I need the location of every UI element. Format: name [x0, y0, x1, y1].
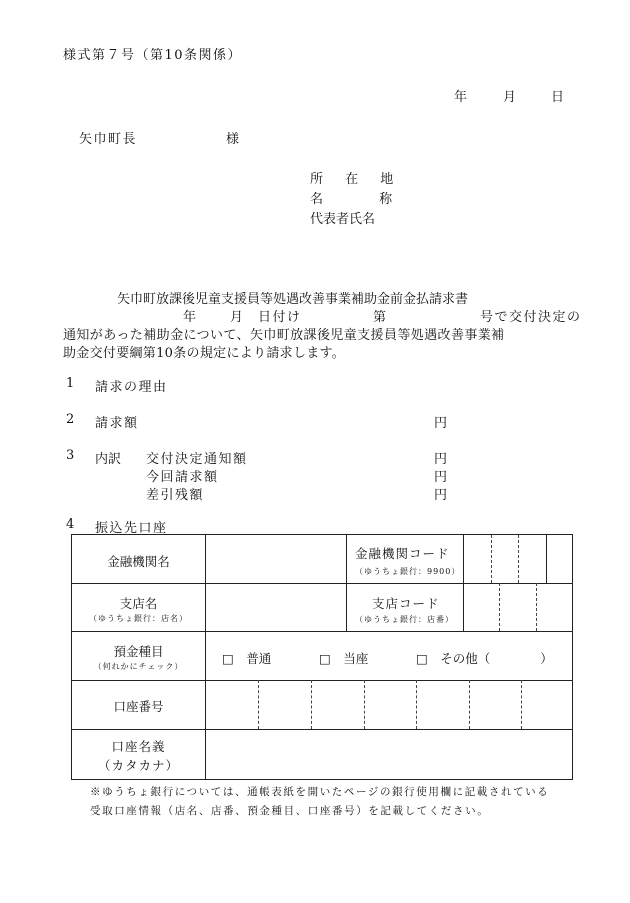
item-1-label: 請求の理由 — [95, 380, 168, 395]
account-holder-field[interactable] — [213, 735, 565, 773]
row-divider — [72, 729, 572, 730]
footnote-line-1: ※ゆうちょ銀行については、通帳表紙を開いたページの銀行使用欄に記載されている — [90, 786, 550, 798]
item-4-label: 振込先口座 — [95, 521, 168, 536]
applicant-rep-label: 代表者氏名 — [310, 212, 376, 227]
body-year: 年 — [183, 310, 197, 325]
deposit-type-label: 預金種目 — [113, 644, 164, 659]
label-column-divider — [205, 535, 206, 779]
body-day: 日付け — [258, 310, 302, 325]
item-3-sub-3-unit: 円 — [434, 488, 448, 503]
row-divider — [72, 583, 572, 584]
row-divider — [72, 680, 572, 681]
bank-name-label: 金融機関名 — [107, 554, 170, 569]
account-holder-label: 口座名義 — [111, 739, 166, 754]
bank-code-box-divider — [463, 535, 464, 583]
body-month: 月 — [230, 310, 244, 325]
item-2-unit: 円 — [434, 416, 448, 431]
branch-code-note: （ゆうちょ銀行：店番） — [355, 615, 454, 624]
item-3-sub-3-label: 差引残額 — [146, 488, 205, 503]
date-month: 月 — [503, 90, 517, 105]
addressee-name: 矢巾町長 — [79, 132, 138, 147]
bank-code-label: 金融機関コード — [355, 546, 450, 561]
branch-code-field[interactable] — [467, 587, 567, 627]
body-line1-end: 号で交付決定の — [480, 310, 582, 325]
item-4-number: 4 — [66, 517, 75, 532]
bank-account-table — [71, 534, 573, 780]
account-number-label: 口座番号 — [113, 699, 164, 714]
branch-name-label: 支店名 — [119, 596, 158, 611]
account-number-field[interactable] — [209, 684, 569, 725]
deposit-type-note: （何れかにチェック） — [93, 662, 184, 671]
body-line3: 助金交付要綱第10条の規定により請求します。 — [63, 346, 346, 361]
document-title: 矢巾町放課後児童支援員等処遇改善事業補助金前金払請求書 — [117, 292, 469, 307]
account-holder-note: （カタカナ） — [97, 758, 179, 773]
bank-code-note: （ゆうちょ銀行：9900） — [355, 567, 461, 576]
option-futsu-checkbox[interactable]: □ 普通 — [222, 651, 272, 666]
bank-code-field[interactable] — [467, 539, 567, 579]
date-day: 日 — [551, 90, 565, 105]
item-3-number: 3 — [66, 448, 75, 463]
branch-name-field[interactable] — [213, 589, 338, 625]
code-column-divider — [346, 535, 347, 631]
row-divider — [72, 631, 572, 632]
item-3-label: 内訳 — [95, 452, 122, 467]
option-other-checkbox[interactable]: □ その他（ ） — [416, 651, 553, 666]
body-line2: 通知があった補助金について、矢巾町放課後児童支援員等処遇改善事業補 — [63, 328, 505, 343]
item-1-number: 1 — [66, 376, 75, 391]
applicant-address-label: 所 在 地 — [310, 172, 403, 187]
branch-name-note: （ゆうちょ銀行：店名） — [89, 614, 188, 623]
branch-code-box-divider — [463, 583, 464, 631]
item-2-label: 請求額 — [95, 416, 139, 431]
item-3-sub-1-unit: 円 — [434, 452, 448, 467]
body-dai: 第 — [373, 310, 387, 325]
item-2-number: 2 — [66, 412, 75, 427]
item-3-sub-2-label: 今回請求額 — [146, 470, 219, 485]
addressee-honorific: 様 — [226, 132, 240, 147]
bank-name-field[interactable] — [213, 541, 338, 577]
form-number: 様式第７号（第10条関係） — [63, 48, 243, 63]
branch-code-label: 支店コード — [372, 596, 440, 611]
item-3-sub-2-unit: 円 — [434, 470, 448, 485]
date-year: 年 — [454, 90, 468, 105]
option-toza-checkbox[interactable]: □ 当座 — [319, 651, 369, 666]
item-3-sub-1-label: 交付決定通知額 — [146, 452, 248, 467]
footnote-line-2: 受取口座情報（店名、店番、預金種目、口座番号）を記載してください。 — [90, 805, 490, 817]
applicant-name-label: 名 称 — [310, 192, 419, 207]
